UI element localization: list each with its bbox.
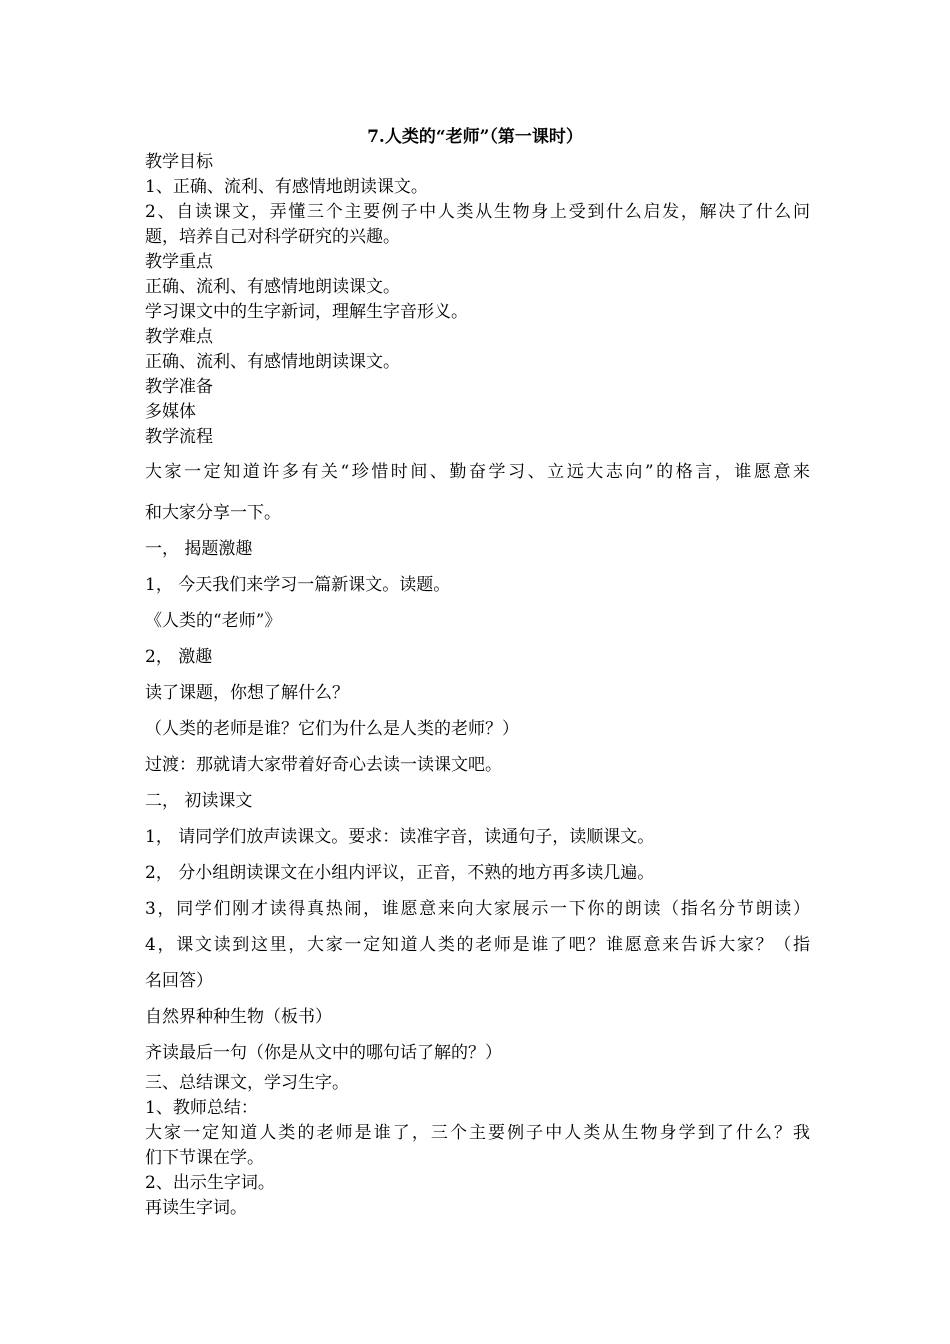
section-heading-key-points: 教学重点: [145, 252, 213, 272]
preparation-item: 多媒体: [145, 402, 196, 422]
step-2-heading: 二， 初读课文: [145, 791, 253, 811]
key-point-2: 学习课文中的生字新词，理解生字音形义。: [145, 302, 468, 322]
lesson-body: [145, 150, 810, 1221]
step-1-item-1-title: 《人类的“老师”》: [145, 611, 282, 631]
section-heading-objectives: 教学目标: [145, 152, 213, 172]
board-note: 自然界种种生物（板书）: [145, 1007, 332, 1027]
step-1-question: 读了课题，你想了解什么？: [145, 683, 349, 703]
objective-1: 1、正确、流利、有感情地朗读课文。: [145, 177, 428, 197]
section-heading-preparation: 教学准备: [145, 377, 213, 397]
step-2-item-3: 3，同学们刚才读得真热闹，谁愿意来向大家展示一下你的朗读（指名分节朗读）: [145, 899, 810, 919]
step-2-item-1: 1， 请同学们放声读课文。要求：读准字音，读通句子，读顺课文。: [145, 827, 655, 847]
objective-2-line-2: 题，培养自己对科学研究的兴趣。: [145, 227, 400, 247]
step-1-question-detail: （人类的老师是谁？它们为什么是人类的老师？）: [145, 719, 519, 739]
objective-2-line-1: 2、自读课文，弄懂三个主要例子中人类从生物身上受到什么启发，解决了什么问: [145, 202, 810, 222]
section-heading-process: 教学流程: [145, 427, 213, 447]
intro-line-1: 大家一定知道许多有关“珍惜时间、勤奋学习、立远大志向”的格言，谁愿意来: [145, 462, 810, 482]
section-heading-difficulties: 教学难点: [145, 327, 213, 347]
summary-line-2: 们下节课在学。: [145, 1148, 264, 1168]
step-3-item-2: 2、出示生字词。: [145, 1173, 275, 1193]
step-2-item-4-line-2: 名回答）: [145, 971, 213, 991]
intro-line-2: 和大家分享一下。: [145, 503, 281, 523]
step-2-item-4-line-1: 4，课文读到这里，大家一定知道人类的老师是谁了吧？谁愿意来告诉大家？（指: [145, 935, 810, 955]
step-3-item-1: 1、教师总结：: [145, 1098, 258, 1118]
step-2-item-2: 2， 分小组朗读课文在小组内评议，正音，不熟的地方再多读几遍。: [145, 863, 655, 883]
step-1-item-2: 2， 激趣: [145, 647, 213, 667]
step-1-heading: 一， 揭题激趣: [145, 539, 253, 559]
key-point-1: 正确、流利、有感情地朗读课文。: [145, 277, 400, 297]
step-1-item-1: 1， 今天我们来学习一篇新课文。读题。: [145, 575, 451, 595]
read-last-sentence: 齐读最后一句（你是从文中的哪句话了解的？）: [145, 1043, 502, 1063]
difficulty-1: 正确、流利、有感情地朗读课文。: [145, 352, 400, 372]
step-3-heading: 三、总结课文，学习生字。: [145, 1073, 349, 1093]
reread-words: 再读生字词。: [145, 1198, 247, 1218]
transition-line: 过渡：那就请大家带着好奇心去读一读课文吧。: [145, 755, 502, 775]
summary-line-1: 大家一定知道人类的老师是谁了，三个主要例子中人类从生物身学到了什么？我: [145, 1123, 810, 1143]
lesson-title: 7.人类的“老师”（第一课时）: [367, 127, 583, 147]
